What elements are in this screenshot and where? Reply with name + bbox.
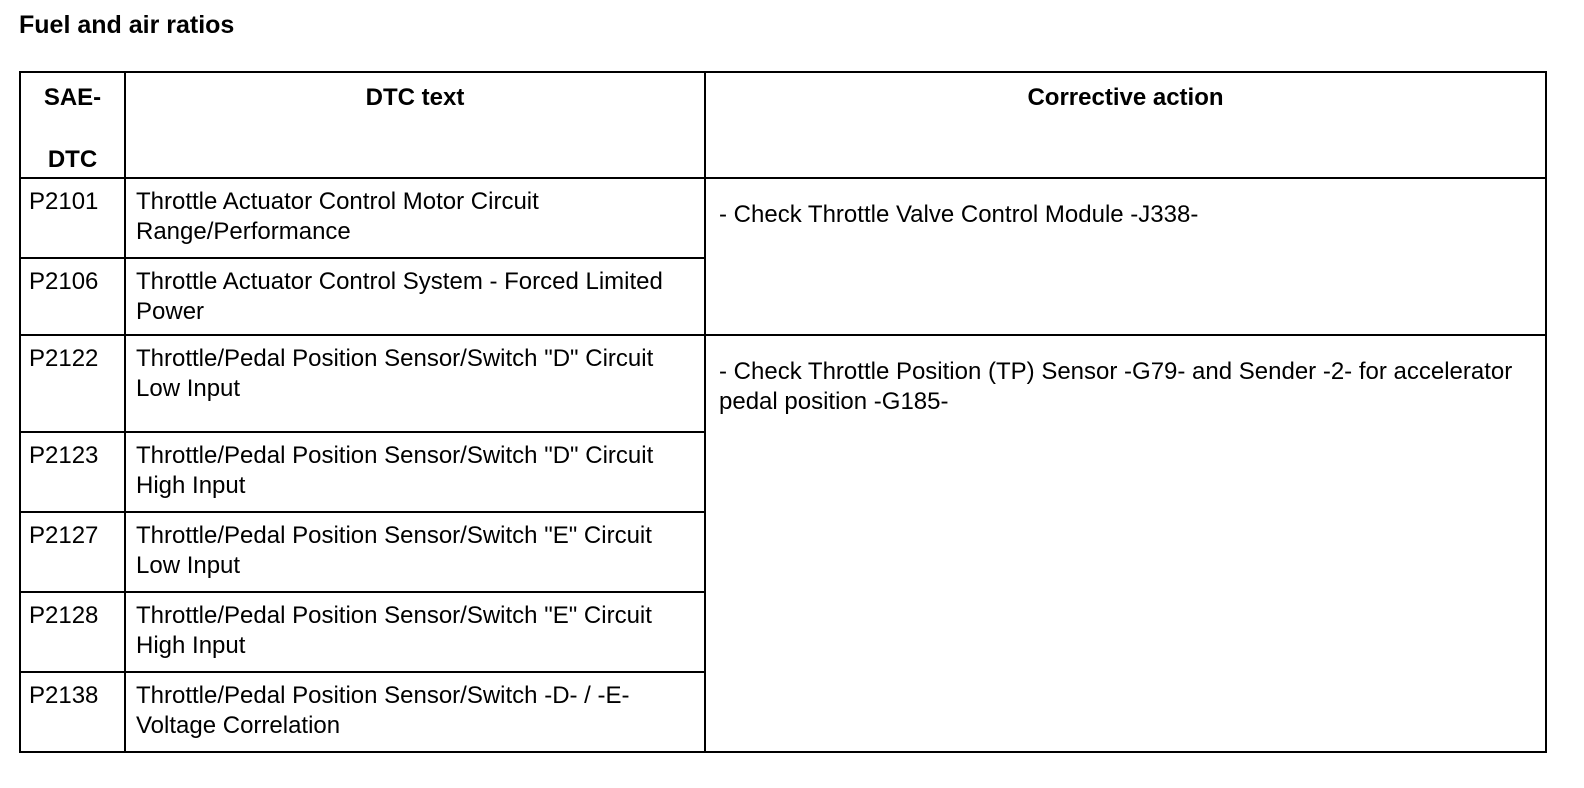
dtc-code-cell: P2106 bbox=[20, 258, 125, 335]
dtc-text-cell: Throttle/Pedal Position Sensor/Switch "E" Circuit High Input bbox=[125, 592, 705, 672]
table-row bbox=[20, 178, 1546, 258]
dtc-text-cell: Throttle/Pedal Position Sensor/Switch "D" Circuit High Input bbox=[125, 432, 705, 512]
dtc-code-cell: P2128 bbox=[20, 592, 125, 672]
dtc-code-cell: P2138 bbox=[20, 672, 125, 752]
table-header-row bbox=[20, 72, 1546, 178]
page-title: Fuel and air ratios bbox=[19, 11, 235, 39]
header-sae-dtc-line1: SAE- bbox=[43, 84, 102, 111]
dtc-text-cell: Throttle Actuator Control Motor Circuit Range/Performance bbox=[125, 178, 705, 258]
header-sae-dtc-line2: DTC bbox=[47, 146, 98, 173]
header-dtc-text: DTC text bbox=[125, 72, 705, 178]
dtc-text-cell: Throttle/Pedal Position Sensor/Switch "E" Circuit Low Input bbox=[125, 512, 705, 592]
dtc-text-cell: Throttle/Pedal Position Sensor/Switch "D" Circuit Low Input bbox=[125, 335, 705, 432]
header-sae-dtc bbox=[20, 72, 125, 178]
corrective-action-cell: - Check Throttle Position (TP) Sensor -G79- and Sender -2- for accelerator pedal position -G185- bbox=[705, 335, 1546, 752]
corrective-action-cell: - Check Throttle Valve Control Module -J338- bbox=[705, 178, 1546, 335]
header-corrective-action: Corrective action bbox=[705, 72, 1546, 178]
dtc-text-cell: Throttle/Pedal Position Sensor/Switch -D- / -E- Voltage Correlation bbox=[125, 672, 705, 752]
dtc-code-cell: P2123 bbox=[20, 432, 125, 512]
table-row bbox=[20, 335, 1546, 432]
dtc-table bbox=[19, 71, 1547, 753]
dtc-code-cell: P2127 bbox=[20, 512, 125, 592]
dtc-code-cell: P2101 bbox=[20, 178, 125, 258]
dtc-text-cell: Throttle Actuator Control System - Forced Limited Power bbox=[125, 258, 705, 335]
dtc-code-cell: P2122 bbox=[20, 335, 125, 432]
